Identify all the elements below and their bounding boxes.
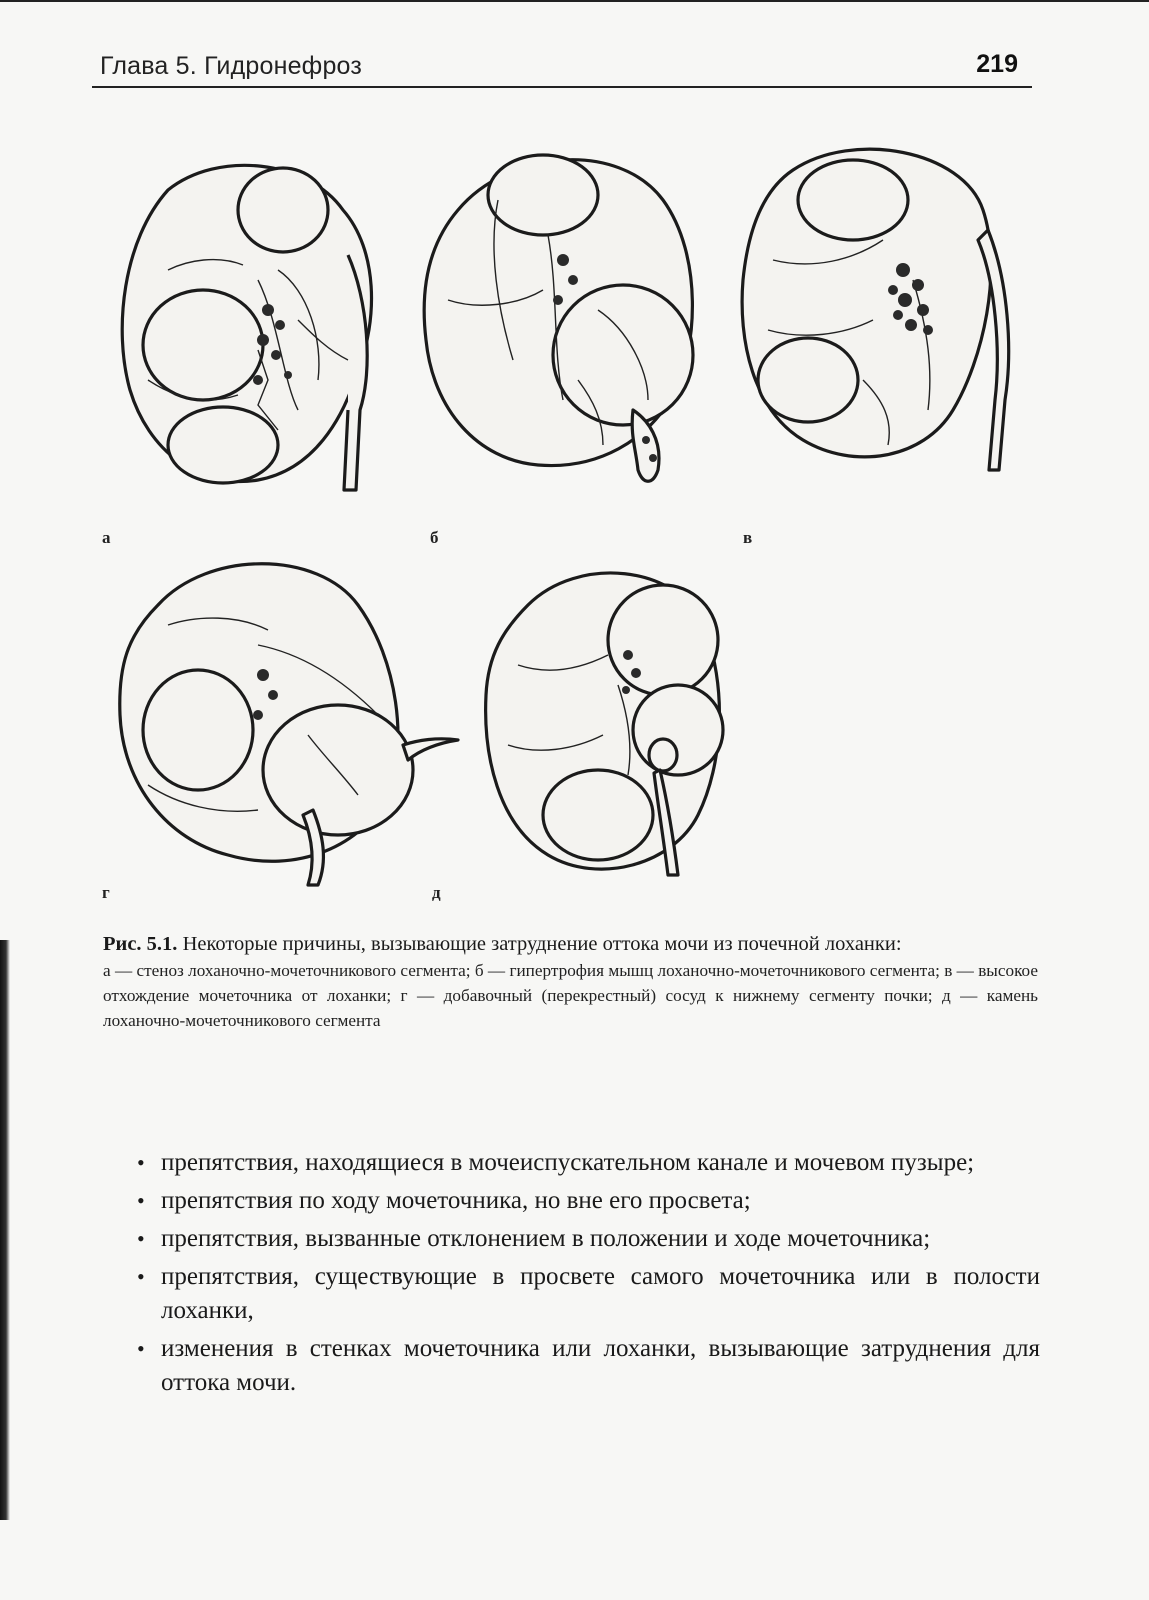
figure-d-kidney-illustration (432, 555, 738, 902)
kidney-illustration-b (418, 140, 708, 500)
list-item-text: препятствия, вызванные отклонением в положении и ходе мочеточника; (161, 1225, 931, 1252)
caption-title-text: Некоторые причины, вызывающие затруднение оттока мочи из почечной лоханки: (182, 933, 902, 955)
figure-label-b: б (430, 528, 439, 547)
caption-figure-number: Рис. 5.1. (103, 933, 178, 955)
list-item-text: препятствия, находящиеся в мочеиспускательном канале и мочевом пузыре; (161, 1149, 975, 1176)
bullet-list (135, 1146, 1040, 1404)
bullet-marker: • (137, 1150, 145, 1175)
bullet-marker: • (137, 1226, 145, 1251)
list-item-text: препятствия по ходу мочеточника, но вне его просвета; (161, 1187, 751, 1214)
caption-title (103, 930, 1038, 958)
list-item (135, 1222, 1040, 1256)
list-item (135, 1332, 1040, 1400)
bullet-marker: • (137, 1264, 145, 1289)
figure-g-kidney-illustration (102, 545, 468, 902)
list-item-text: изменения в стенках мочеточника или лоханки, вызывающие затруднения для оттока мочи. (161, 1335, 1040, 1396)
figure-a-kidney-illustration (102, 150, 408, 547)
list-item (135, 1260, 1040, 1328)
figure-caption (103, 930, 1038, 1033)
scan-edge-left (0, 940, 10, 1520)
running-head (92, 50, 1032, 88)
running-title: Глава 5. Гидронефроз (100, 52, 363, 80)
bullet-marker: • (137, 1336, 145, 1361)
kidney-illustration-v (733, 130, 1033, 490)
kidney-illustration-d (478, 555, 738, 890)
list-item-text: препятствия, существующие в просвете самого мочеточника или в полости лоханки, (161, 1263, 1040, 1324)
figure-b-kidney-illustration (418, 140, 708, 547)
figure-label-g: г (102, 883, 110, 902)
list-item (135, 1146, 1040, 1180)
bullet-marker: • (137, 1188, 145, 1213)
figure-v-kidney-illustration (733, 130, 1033, 547)
kidney-illustration-a (108, 150, 408, 510)
page-number: 219 (976, 50, 1018, 78)
scan-edge-top (0, 0, 1149, 2)
kidney-illustration-g (108, 545, 468, 890)
list-item (135, 1184, 1040, 1218)
caption-legend: а — стеноз лоханочно-мочеточникового сегмента; б — гипертрофия мышц лоханочно-мочеточникового сегмента; в — высокое отхождение мочеточника от лоханки; г — добавочный (перекрестный) сосуд к нижнему сегменту почки; д — камень лоханочно-мочеточникового сегмента (103, 961, 1038, 1030)
figure-label-v: в (743, 528, 753, 547)
figure-label-a: а (102, 528, 111, 547)
figure-label-d: д (432, 883, 441, 902)
